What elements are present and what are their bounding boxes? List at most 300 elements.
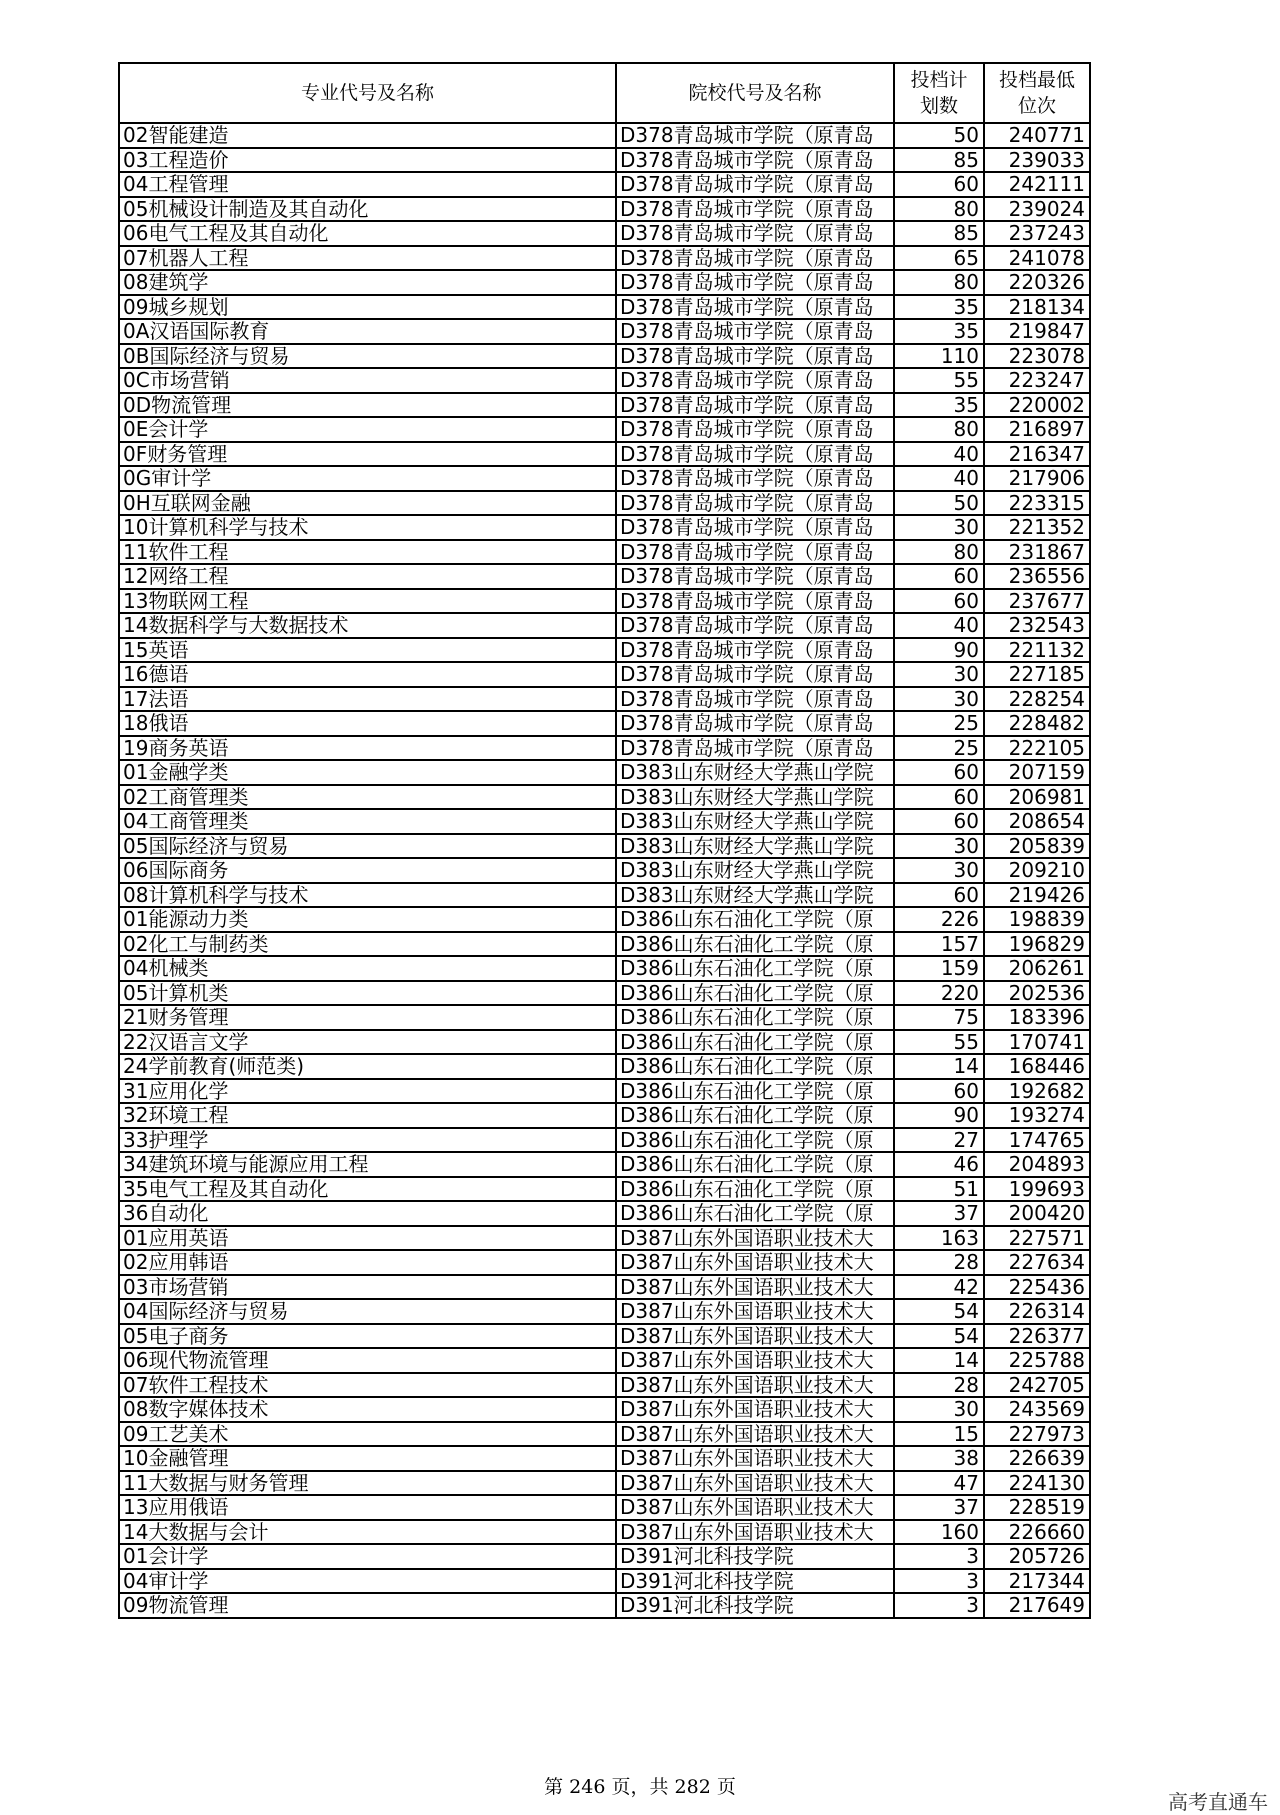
cell-rank: 216897 xyxy=(984,417,1090,442)
cell-rank: 196829 xyxy=(984,932,1090,957)
cell-major: 34建筑环境与能源应用工程 xyxy=(119,1152,616,1177)
cell-school: D378青岛城市学院（原青岛 xyxy=(616,540,894,565)
cell-plan: 28 xyxy=(894,1250,984,1275)
cell-major: 18俄语 xyxy=(119,711,616,736)
table-row xyxy=(119,1593,1090,1618)
cell-rank: 206981 xyxy=(984,785,1090,810)
cell-school: D391河北科技学院 xyxy=(616,1569,894,1594)
cell-school: D387山东外国语职业技术大 xyxy=(616,1471,894,1496)
cell-school: D386山东石油化工学院（原 xyxy=(616,907,894,932)
cell-rank: 192682 xyxy=(984,1079,1090,1104)
cell-school: D383山东财经大学燕山学院 xyxy=(616,809,894,834)
table-row xyxy=(119,1446,1090,1471)
table-row xyxy=(119,1299,1090,1324)
cell-rank: 225788 xyxy=(984,1348,1090,1373)
cell-rank: 220002 xyxy=(984,393,1090,418)
cell-rank: 227634 xyxy=(984,1250,1090,1275)
cell-school: D386山东石油化工学院（原 xyxy=(616,1030,894,1055)
cell-school: D386山东石油化工学院（原 xyxy=(616,956,894,981)
cell-school: D387山东外国语职业技术大 xyxy=(616,1250,894,1275)
cell-major: 0B国际经济与贸易 xyxy=(119,344,616,369)
table-row xyxy=(119,736,1090,761)
cell-major: 15英语 xyxy=(119,638,616,663)
table-row xyxy=(119,687,1090,712)
cell-rank: 228482 xyxy=(984,711,1090,736)
table-row xyxy=(119,1397,1090,1422)
cell-plan: 159 xyxy=(894,956,984,981)
cell-rank: 224130 xyxy=(984,1471,1090,1496)
cell-major: 14数据科学与大数据技术 xyxy=(119,613,616,638)
cell-school: D387山东外国语职业技术大 xyxy=(616,1495,894,1520)
cell-school: D386山东石油化工学院（原 xyxy=(616,1128,894,1153)
cell-plan: 51 xyxy=(894,1177,984,1202)
cell-school: D387山东外国语职业技术大 xyxy=(616,1324,894,1349)
cell-plan: 37 xyxy=(894,1201,984,1226)
cell-major: 0C市场营销 xyxy=(119,368,616,393)
cell-major: 0D物流管理 xyxy=(119,393,616,418)
table-row xyxy=(119,1520,1090,1545)
header-rank: 投档最低 位次 xyxy=(984,63,1090,123)
cell-school: D378青岛城市学院（原青岛 xyxy=(616,662,894,687)
cell-rank: 226660 xyxy=(984,1520,1090,1545)
cell-school: D378青岛城市学院（原青岛 xyxy=(616,442,894,467)
cell-rank: 205726 xyxy=(984,1544,1090,1569)
table-row xyxy=(119,834,1090,859)
cell-school: D386山东石油化工学院（原 xyxy=(616,1079,894,1104)
cell-major: 05机械设计制造及其自动化 xyxy=(119,197,616,222)
cell-plan: 40 xyxy=(894,613,984,638)
table-row xyxy=(119,907,1090,932)
table-row xyxy=(119,123,1090,148)
cell-major: 09工艺美术 xyxy=(119,1422,616,1447)
cell-plan: 90 xyxy=(894,638,984,663)
cell-rank: 226377 xyxy=(984,1324,1090,1349)
table-row xyxy=(119,564,1090,589)
cell-plan: 220 xyxy=(894,981,984,1006)
cell-school: D378青岛城市学院（原青岛 xyxy=(616,393,894,418)
cell-school: D387山东外国语职业技术大 xyxy=(616,1422,894,1447)
cell-plan: 28 xyxy=(894,1373,984,1398)
table-header-row xyxy=(119,63,1090,123)
cell-school: D378青岛城市学院（原青岛 xyxy=(616,515,894,540)
table-row xyxy=(119,344,1090,369)
cell-rank: 199693 xyxy=(984,1177,1090,1202)
cell-school: D378青岛城市学院（原青岛 xyxy=(616,638,894,663)
cell-major: 32环境工程 xyxy=(119,1103,616,1128)
cell-rank: 217344 xyxy=(984,1569,1090,1594)
cell-major: 06电气工程及其自动化 xyxy=(119,221,616,246)
cell-rank: 239033 xyxy=(984,148,1090,173)
cell-rank: 168446 xyxy=(984,1054,1090,1079)
cell-plan: 47 xyxy=(894,1471,984,1496)
cell-major: 13应用俄语 xyxy=(119,1495,616,1520)
cell-major: 03工程造价 xyxy=(119,148,616,173)
cell-major: 14大数据与会计 xyxy=(119,1520,616,1545)
table-row xyxy=(119,368,1090,393)
cell-plan: 60 xyxy=(894,785,984,810)
cell-plan: 35 xyxy=(894,295,984,320)
cell-rank: 170741 xyxy=(984,1030,1090,1055)
cell-school: D378青岛城市学院（原青岛 xyxy=(616,246,894,271)
table-row xyxy=(119,956,1090,981)
cell-major: 08数字媒体技术 xyxy=(119,1397,616,1422)
cell-plan: 157 xyxy=(894,932,984,957)
cell-plan: 80 xyxy=(894,197,984,222)
cell-plan: 37 xyxy=(894,1495,984,1520)
table-row xyxy=(119,270,1090,295)
cell-plan: 15 xyxy=(894,1422,984,1447)
cell-major: 02化工与制药类 xyxy=(119,932,616,957)
cell-rank: 242111 xyxy=(984,172,1090,197)
cell-plan: 46 xyxy=(894,1152,984,1177)
cell-rank: 242705 xyxy=(984,1373,1090,1398)
cell-school: D391河北科技学院 xyxy=(616,1593,894,1618)
table-row xyxy=(119,1422,1090,1447)
cell-rank: 223315 xyxy=(984,491,1090,516)
cell-school: D387山东外国语职业技术大 xyxy=(616,1446,894,1471)
table-row xyxy=(119,1103,1090,1128)
cell-rank: 204893 xyxy=(984,1152,1090,1177)
cell-school: D383山东财经大学燕山学院 xyxy=(616,834,894,859)
table-row xyxy=(119,417,1090,442)
cell-rank: 236556 xyxy=(984,564,1090,589)
cell-plan: 55 xyxy=(894,368,984,393)
cell-plan: 85 xyxy=(894,221,984,246)
cell-rank: 225436 xyxy=(984,1275,1090,1300)
cell-major: 09城乡规划 xyxy=(119,295,616,320)
cell-school: D378青岛城市学院（原青岛 xyxy=(616,148,894,173)
table-row xyxy=(119,319,1090,344)
cell-school: D386山东石油化工学院（原 xyxy=(616,1177,894,1202)
cell-rank: 202536 xyxy=(984,981,1090,1006)
cell-plan: 80 xyxy=(894,417,984,442)
cell-school: D386山东石油化工学院（原 xyxy=(616,1005,894,1030)
cell-school: D387山东外国语职业技术大 xyxy=(616,1226,894,1251)
cell-rank: 241078 xyxy=(984,246,1090,271)
cell-plan: 160 xyxy=(894,1520,984,1545)
cell-plan: 3 xyxy=(894,1569,984,1594)
cell-plan: 30 xyxy=(894,858,984,883)
cell-rank: 237677 xyxy=(984,589,1090,614)
cell-rank: 239024 xyxy=(984,197,1090,222)
cell-plan: 75 xyxy=(894,1005,984,1030)
table-row xyxy=(119,442,1090,467)
cell-plan: 40 xyxy=(894,442,984,467)
cell-school: D378青岛城市学院（原青岛 xyxy=(616,711,894,736)
cell-major: 10计算机科学与技术 xyxy=(119,515,616,540)
cell-major: 04国际经济与贸易 xyxy=(119,1299,616,1324)
cell-rank: 193274 xyxy=(984,1103,1090,1128)
cell-major: 11大数据与财务管理 xyxy=(119,1471,616,1496)
cell-major: 16德语 xyxy=(119,662,616,687)
table-row xyxy=(119,785,1090,810)
cell-major: 03市场营销 xyxy=(119,1275,616,1300)
cell-rank: 205839 xyxy=(984,834,1090,859)
cell-major: 02应用韩语 xyxy=(119,1250,616,1275)
cell-rank: 226314 xyxy=(984,1299,1090,1324)
table-row xyxy=(119,295,1090,320)
cell-major: 31应用化学 xyxy=(119,1079,616,1104)
cell-plan: 90 xyxy=(894,1103,984,1128)
table-row xyxy=(119,1201,1090,1226)
cell-major: 22汉语言文学 xyxy=(119,1030,616,1055)
cell-rank: 209210 xyxy=(984,858,1090,883)
cell-school: D378青岛城市学院（原青岛 xyxy=(616,270,894,295)
cell-school: D378青岛城市学院（原青岛 xyxy=(616,172,894,197)
cell-plan: 3 xyxy=(894,1593,984,1618)
table-row xyxy=(119,613,1090,638)
cell-rank: 219847 xyxy=(984,319,1090,344)
table-row xyxy=(119,589,1090,614)
cell-plan: 50 xyxy=(894,491,984,516)
admission-table xyxy=(118,62,1091,1619)
cell-rank: 207159 xyxy=(984,760,1090,785)
table-row xyxy=(119,981,1090,1006)
cell-rank: 223247 xyxy=(984,368,1090,393)
cell-rank: 219426 xyxy=(984,883,1090,908)
table-row xyxy=(119,1152,1090,1177)
table-row xyxy=(119,1030,1090,1055)
table-row xyxy=(119,932,1090,957)
cell-school: D387山东外国语职业技术大 xyxy=(616,1373,894,1398)
cell-major: 01应用英语 xyxy=(119,1226,616,1251)
cell-plan: 30 xyxy=(894,515,984,540)
cell-major: 0G审计学 xyxy=(119,466,616,491)
cell-rank: 243569 xyxy=(984,1397,1090,1422)
cell-major: 01会计学 xyxy=(119,1544,616,1569)
table-row xyxy=(119,1054,1090,1079)
cell-plan: 50 xyxy=(894,123,984,148)
cell-major: 17法语 xyxy=(119,687,616,712)
cell-plan: 65 xyxy=(894,246,984,271)
cell-plan: 25 xyxy=(894,736,984,761)
cell-rank: 223078 xyxy=(984,344,1090,369)
cell-plan: 60 xyxy=(894,172,984,197)
cell-rank: 232543 xyxy=(984,613,1090,638)
cell-rank: 227571 xyxy=(984,1226,1090,1251)
cell-school: D378青岛城市学院（原青岛 xyxy=(616,564,894,589)
cell-major: 10金融管理 xyxy=(119,1446,616,1471)
cell-major: 13物联网工程 xyxy=(119,589,616,614)
cell-school: D383山东财经大学燕山学院 xyxy=(616,785,894,810)
table-row xyxy=(119,515,1090,540)
cell-major: 09物流管理 xyxy=(119,1593,616,1618)
cell-school: D386山东石油化工学院（原 xyxy=(616,1103,894,1128)
cell-plan: 30 xyxy=(894,662,984,687)
table-row xyxy=(119,197,1090,222)
table-row xyxy=(119,246,1090,271)
table-row xyxy=(119,1569,1090,1594)
cell-school: D378青岛城市学院（原青岛 xyxy=(616,221,894,246)
cell-rank: 200420 xyxy=(984,1201,1090,1226)
cell-major: 36自动化 xyxy=(119,1201,616,1226)
cell-major: 04机械类 xyxy=(119,956,616,981)
cell-school: D378青岛城市学院（原青岛 xyxy=(616,736,894,761)
cell-plan: 54 xyxy=(894,1299,984,1324)
cell-school: D387山东外国语职业技术大 xyxy=(616,1520,894,1545)
table-row xyxy=(119,393,1090,418)
cell-school: D378青岛城市学院（原青岛 xyxy=(616,368,894,393)
cell-plan: 60 xyxy=(894,760,984,785)
cell-school: D378青岛城市学院（原青岛 xyxy=(616,613,894,638)
cell-rank: 221132 xyxy=(984,638,1090,663)
cell-plan: 60 xyxy=(894,883,984,908)
cell-school: D378青岛城市学院（原青岛 xyxy=(616,417,894,442)
table-row xyxy=(119,172,1090,197)
cell-major: 35电气工程及其自动化 xyxy=(119,1177,616,1202)
table-row xyxy=(119,491,1090,516)
cell-school: D383山东财经大学燕山学院 xyxy=(616,883,894,908)
cell-major: 06国际商务 xyxy=(119,858,616,883)
table-row xyxy=(119,1128,1090,1153)
cell-plan: 40 xyxy=(894,466,984,491)
cell-rank: 217906 xyxy=(984,466,1090,491)
cell-major: 0E会计学 xyxy=(119,417,616,442)
cell-rank: 227973 xyxy=(984,1422,1090,1447)
cell-school: D386山东石油化工学院（原 xyxy=(616,1054,894,1079)
cell-school: D386山东石油化工学院（原 xyxy=(616,981,894,1006)
table-row xyxy=(119,1005,1090,1030)
cell-school: D391河北科技学院 xyxy=(616,1544,894,1569)
table-row xyxy=(119,1324,1090,1349)
cell-plan: 27 xyxy=(894,1128,984,1153)
cell-major: 0H互联网金融 xyxy=(119,491,616,516)
cell-plan: 14 xyxy=(894,1348,984,1373)
cell-plan: 35 xyxy=(894,319,984,344)
cell-rank: 206261 xyxy=(984,956,1090,981)
cell-plan: 14 xyxy=(894,1054,984,1079)
cell-major: 04工商管理类 xyxy=(119,809,616,834)
table-row xyxy=(119,148,1090,173)
cell-school: D386山东石油化工学院（原 xyxy=(616,1201,894,1226)
table-row xyxy=(119,221,1090,246)
cell-school: D387山东外国语职业技术大 xyxy=(616,1348,894,1373)
cell-major: 0F财务管理 xyxy=(119,442,616,467)
cell-school: D383山东财经大学燕山学院 xyxy=(616,760,894,785)
cell-plan: 110 xyxy=(894,344,984,369)
cell-plan: 30 xyxy=(894,687,984,712)
table-row xyxy=(119,1177,1090,1202)
cell-major: 02工商管理类 xyxy=(119,785,616,810)
cell-rank: 217649 xyxy=(984,1593,1090,1618)
cell-major: 05国际经济与贸易 xyxy=(119,834,616,859)
cell-school: D378青岛城市学院（原青岛 xyxy=(616,319,894,344)
cell-rank: 227185 xyxy=(984,662,1090,687)
cell-major: 08计算机科学与技术 xyxy=(119,883,616,908)
cell-school: D387山东外国语职业技术大 xyxy=(616,1397,894,1422)
cell-major: 06现代物流管理 xyxy=(119,1348,616,1373)
page-footer: 第 246 页，共 282 页 xyxy=(544,1776,736,1798)
table-row xyxy=(119,883,1090,908)
cell-plan: 80 xyxy=(894,270,984,295)
cell-school: D386山东石油化工学院（原 xyxy=(616,1152,894,1177)
table-row xyxy=(119,1373,1090,1398)
cell-plan: 55 xyxy=(894,1030,984,1055)
cell-school: D383山东财经大学燕山学院 xyxy=(616,858,894,883)
cell-major: 02智能建造 xyxy=(119,123,616,148)
cell-plan: 60 xyxy=(894,589,984,614)
cell-rank: 228254 xyxy=(984,687,1090,712)
cell-school: D378青岛城市学院（原青岛 xyxy=(616,344,894,369)
cell-major: 12网络工程 xyxy=(119,564,616,589)
cell-major: 0A汉语国际教育 xyxy=(119,319,616,344)
cell-rank: 218134 xyxy=(984,295,1090,320)
cell-rank: 208654 xyxy=(984,809,1090,834)
table-row xyxy=(119,858,1090,883)
cell-plan: 30 xyxy=(894,1397,984,1422)
table-row xyxy=(119,1226,1090,1251)
table-body xyxy=(119,123,1090,1618)
cell-school: D378青岛城市学院（原青岛 xyxy=(616,197,894,222)
cell-rank: 183396 xyxy=(984,1005,1090,1030)
cell-school: D378青岛城市学院（原青岛 xyxy=(616,295,894,320)
header-major: 专业代号及名称 xyxy=(119,63,616,123)
cell-major: 05电子商务 xyxy=(119,1324,616,1349)
cell-major: 04工程管理 xyxy=(119,172,616,197)
table-row xyxy=(119,1250,1090,1275)
cell-rank: 216347 xyxy=(984,442,1090,467)
cell-major: 05计算机类 xyxy=(119,981,616,1006)
cell-plan: 38 xyxy=(894,1446,984,1471)
cell-major: 24学前教育(师范类) xyxy=(119,1054,616,1079)
cell-plan: 60 xyxy=(894,809,984,834)
cell-plan: 60 xyxy=(894,564,984,589)
cell-plan: 54 xyxy=(894,1324,984,1349)
cell-major: 07软件工程技术 xyxy=(119,1373,616,1398)
header-plan: 投档计 划数 xyxy=(894,63,984,123)
cell-school: D387山东外国语职业技术大 xyxy=(616,1275,894,1300)
table-row xyxy=(119,760,1090,785)
cell-plan: 80 xyxy=(894,540,984,565)
table-row xyxy=(119,809,1090,834)
table-row xyxy=(119,1348,1090,1373)
cell-school: D378青岛城市学院（原青岛 xyxy=(616,687,894,712)
cell-school: D378青岛城市学院（原青岛 xyxy=(616,123,894,148)
header-school: 院校代号及名称 xyxy=(616,63,894,123)
cell-rank: 237243 xyxy=(984,221,1090,246)
cell-plan: 35 xyxy=(894,393,984,418)
cell-major: 01金融学类 xyxy=(119,760,616,785)
table-row xyxy=(119,1079,1090,1104)
cell-plan: 30 xyxy=(894,834,984,859)
cell-school: D378青岛城市学院（原青岛 xyxy=(616,466,894,491)
cell-rank: 221352 xyxy=(984,515,1090,540)
cell-major: 07机器人工程 xyxy=(119,246,616,271)
watermark: 高考直通车 xyxy=(1168,1790,1268,1814)
cell-major: 04审计学 xyxy=(119,1569,616,1594)
cell-rank: 240771 xyxy=(984,123,1090,148)
table-row xyxy=(119,662,1090,687)
cell-school: D378青岛城市学院（原青岛 xyxy=(616,491,894,516)
cell-school: D378青岛城市学院（原青岛 xyxy=(616,589,894,614)
cell-rank: 174765 xyxy=(984,1128,1090,1153)
cell-plan: 25 xyxy=(894,711,984,736)
cell-major: 08建筑学 xyxy=(119,270,616,295)
cell-plan: 163 xyxy=(894,1226,984,1251)
table-row xyxy=(119,1471,1090,1496)
table-row xyxy=(119,540,1090,565)
table-row xyxy=(119,1544,1090,1569)
cell-school: D387山东外国语职业技术大 xyxy=(616,1299,894,1324)
cell-major: 19商务英语 xyxy=(119,736,616,761)
cell-rank: 220326 xyxy=(984,270,1090,295)
cell-plan: 60 xyxy=(894,1079,984,1104)
cell-plan: 3 xyxy=(894,1544,984,1569)
table-row xyxy=(119,1275,1090,1300)
cell-rank: 198839 xyxy=(984,907,1090,932)
cell-major: 11软件工程 xyxy=(119,540,616,565)
cell-rank: 231867 xyxy=(984,540,1090,565)
